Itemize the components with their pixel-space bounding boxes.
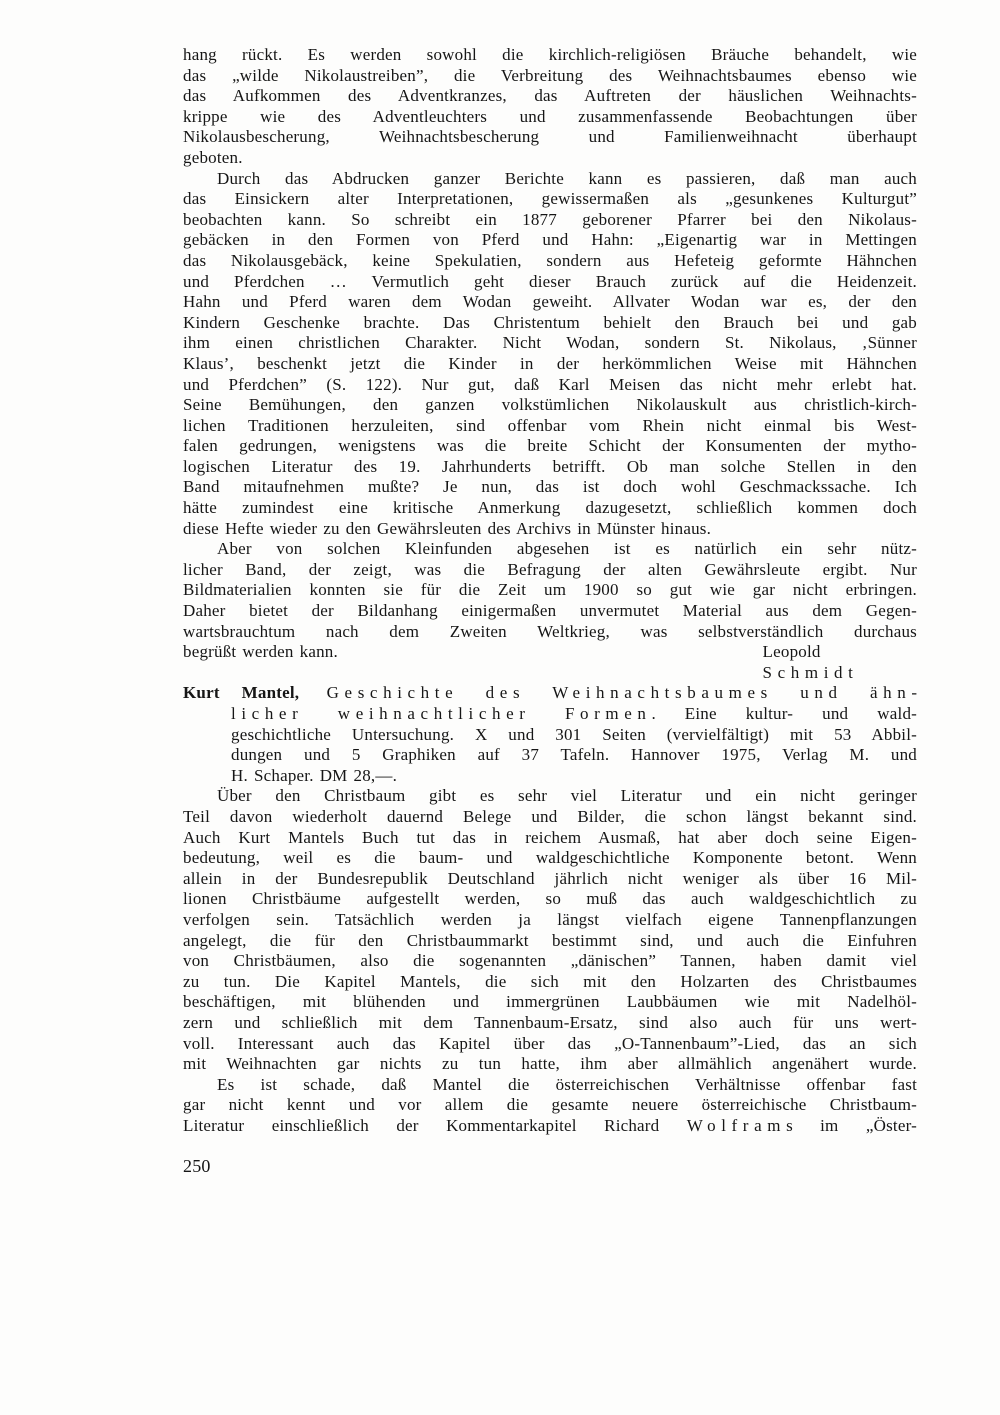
text-line: ihm einen christlichen Charakter. Nicht Wodan, sondern St. Nikolaus, ‚Sünner [183,333,917,353]
line-left-text: begrüßt werden kann. [183,642,338,662]
text-block [183,45,923,1177]
text-line: Seine Bemühungen, den ganzen volkstümlichen Nikolauskult aus christlich-kirch- [183,395,917,415]
text-line: diese Hefte wieder zu den Gewährsleuten des Archivs in Münster hinaus. [183,518,712,538]
text-line: das Nikolausgebäck, keine Spekulatien, sondern aus Hefeteig geformte Hähnchen [183,250,917,270]
text-line: krippe wie des Adventleuchters und zusammenfassende Beobachtungen über [183,106,917,126]
text-line: Hahn und Pferd waren dem Wodan geweiht. Allvater Wodan war es, der den [183,292,917,312]
text-line: falen gedrungen, wenigstens was die breite Schicht der Konsumenten der mytho- [183,436,917,456]
text-line: bedeutung, weil es die baum- und waldgeschichtliche Komponente betont. Wenn [183,848,917,868]
bibliography [183,683,923,786]
text-line: Daher bietet der Bildanhang einigermaßen unvermutet Material aus dem Gegen- [183,601,917,621]
review2-para1 [183,786,917,1074]
text-line: H. Schaper. DM 28,—. [231,765,398,785]
text-line: beobachten kann. So schreibt ein 1877 geborener Pfarrer bei den Nikolaus- [183,209,917,229]
review2-para2 [183,1075,917,1137]
emphasized-text: Kurt Mantel, [183,683,300,703]
text-line: das Aufkommen des Adventkranzes, das Auftreten der häuslichen Weihnachts- [183,86,917,106]
text-line: gar nicht kennt und vor allem die gesamte neuere österreichische Christbaum- [183,1095,917,1115]
text-line: und Pferdchen” (S. 122). Nur gut, daß Karl Meisen das nicht mehr erlebt hat. [183,374,917,394]
text-line: voll. Interessant auch das Kapitel über das „O-Tannenbaum”-Lied, das an sich [183,1033,917,1053]
text-line: Es ist schade, daß Mantel die österreichischen Verhältnisse offenbar fast [217,1074,917,1094]
text-line: lichen Traditionen herzuleiten, sind offenbar vom Rhein nicht einmal bis West- [183,415,917,435]
text-line: dungen und 5 Graphiken auf 37 Tafeln. Hannover 1975, Verlag M. und [231,745,917,765]
text-line: das Einsickern alter Interpretationen, gewissermaßen als „gesunkenes Kulturgut” [183,189,917,209]
text-line: mit Weihnachten gar nichts zu tun hatte, ihm aber allmählich angenähert wurde. [183,1054,917,1074]
review1-para2 [183,169,917,540]
text-line: Literatur einschließlich der Kommentarkapitel Richard Wolframs im „Öster- [183,1115,917,1135]
emphasized-text: Geschichte des Weihnachtsbaumes und ähn- [299,683,923,703]
text-line: Klaus’, beschenkt jetzt die Kinder in der herkömmlichen Weise mit Hähnchen [183,353,917,373]
emphasized-text: Schmidt [762,662,859,682]
text-line: Teil davon wiederholt dauernd Belege und Bilder, die schon längst bekannt sind. [183,806,917,826]
text-line: zu tun. Die Kapitel Mantels, die sich mit den Holzarten des Christbaumes [183,971,917,991]
text-line: von Christbäumen, also die sogenannten „dänischen” Tannen, haben damit viel [183,951,917,971]
text-line: wartsbrauchtum nach dem Zweiten Weltkrieg, was selbstverständlich durchaus [183,621,917,641]
text-line: das „wilde Nikolaustreiben”, die Verbreitung des Weihnachtsbaumes ebenso wie [183,65,917,85]
text-line: Kindern Geschenke brachte. Das Christentum behielt den Brauch bei und gab [183,312,917,332]
text-line: beschäftigen, mit blühenden und immergrünen Laubbäumen wie mit Nadelhöl- [183,992,917,1012]
text-line: hang rückt. Es werden sowohl die kirchlich-religiösen Bräuche behandelt, wie [183,45,917,64]
text-line: logischen Literatur des 19. Jahrhunderts betrifft. Ob man solche Stellen in den [183,456,917,476]
text-line: Über den Christbaum gibt es sehr viel Literatur und ein nicht geringer [217,786,917,806]
text-line: Bildmaterialien konnten sie für die Zeit um 1900 so gut wie gar nicht erbringen. [183,580,917,600]
emphasized-text: Wolframs [686,1115,799,1135]
text-line: verfolgen sein. Tatsächlich werden ja längst vielfach eigene Tannenpflanzungen [183,909,917,929]
text-line: zern und schließlich mit dem Tannenbaum-Ersatz, sind also auch für uns wert- [183,1012,917,1032]
text-line: licher weihnachtlicher Formen. Eine kultur- und wald- [231,704,918,723]
text-line: angelegt, die für den Christbaummarkt bestimmt sind, und auch die Einfuhren [183,930,917,950]
text-line: allein in der Bundesrepublik Deutschland jährlich nicht weniger als über 16 Mil- [183,868,917,888]
text-line: und Pferdchen … Vermutlich geht dieser Brauch zurück auf die Heidenzeit. [183,271,917,291]
text-line: Aber von solchen Kleinfunden abgesehen ist es natürlich ein sehr nütz- [217,539,917,559]
text-line: gebäcken in den Formen von Pferd und Hahn: „Eigenartig war in Mettingen [183,230,917,250]
text-line: Auch Kurt Mantels Buch tut das in reichem Ausmaß, hat aber doch seine Eigen- [183,827,917,847]
text-line: geschichtliche Untersuchung. X und 301 Seiten (vervielfältigt) mit 53 Abbil- [231,724,917,744]
text-line: lionen Christbäume aufgestellt werden, so muß das auch waldgeschichtlich zu [183,889,917,909]
emphasized-text: licher weihnachtlicher Formen. [231,704,662,723]
text-line: Durch das Abdrucken ganzer Berichte kann es passieren, daß man auch [217,168,917,188]
reviewer-signature: Leopold Schmidt [762,642,859,682]
text-line: licher Band, der zeigt, was die Befragung der alten Gewährsleute ergibt. Nur [183,559,917,579]
text-line: geboten. [183,147,243,167]
text-line [183,683,923,704]
page-number: 250 [183,1156,211,1177]
text-line [183,642,917,683]
text-line: Band mitaufnehmen mußte? Je nun, das ist doch wohl Geschmackssache. Ich [183,477,917,497]
text-line: hätte zumindest eine kritische Anmerkung dazugesetzt, schließlich kommen doch [183,498,917,518]
review1-para3 [183,539,917,683]
text-line: Nikolausbescherung, Weihnachtsbescherung und Familienweihnacht überhaupt [183,127,917,147]
review1-continuation [183,45,917,169]
